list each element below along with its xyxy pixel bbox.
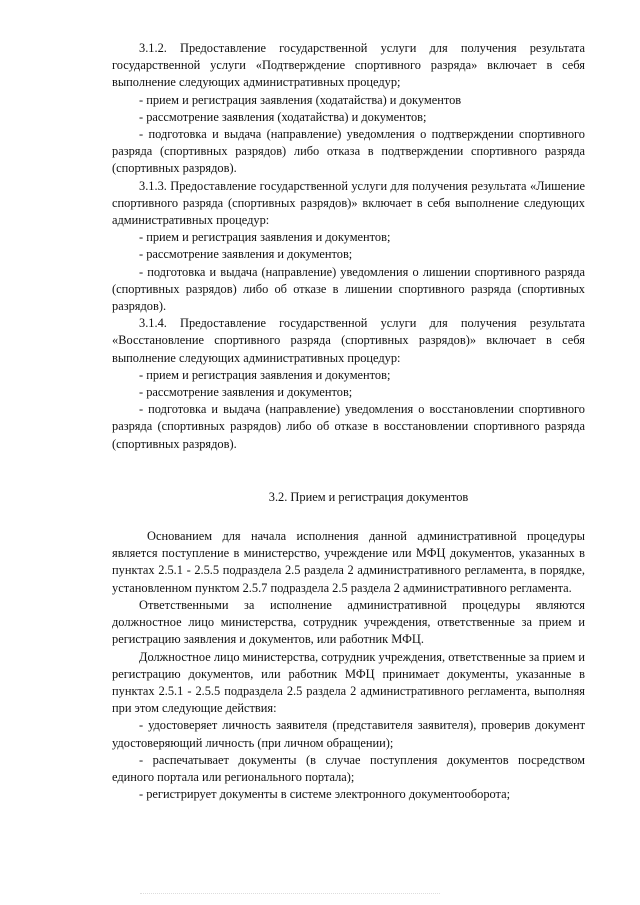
section-3-1-2-item: - подготовка и выдача (направление) уведомления о подтверждении спортивного разряда (спортивных разрядов) либо отказа в подтверждении спортивного разряда (спортивных разрядов). bbox=[112, 127, 585, 176]
scan-artifact-divider bbox=[140, 893, 440, 898]
section-3-1-3-item: - прием и регистрация заявления и документов; bbox=[139, 230, 391, 245]
document-body bbox=[112, 40, 585, 803]
section-3-1-4-item: - прием и регистрация заявления и документов; bbox=[139, 367, 391, 382]
section-3-2-item: - регистрирует документы в системе электронного документооборота; bbox=[139, 787, 511, 802]
section-3-2-item: - распечатывает документы (в случае поступления документов посредством единого портала или регионального портала); bbox=[112, 752, 585, 784]
section-3-1-4-item: - подготовка и выдача (направление) уведомления о восстановлении спортивного разряда (спортивных разрядов) либо об отказе в восстановлении спортивного разряда (спортивных разрядов). bbox=[112, 402, 585, 451]
section-3-1-3-intro: 3.1.3. Предоставление государственной услуги для получения результата «Лишение спортивного разряда (спортивных разрядов)» включает в себя выполнение следующих административных процедур: bbox=[112, 178, 585, 228]
section-3-1-2-item: - рассмотрение заявления (ходатайства) и документов; bbox=[139, 109, 427, 124]
spacer bbox=[112, 506, 585, 528]
section-3-2-heading: 3.2. Прием и регистрация документов bbox=[268, 489, 469, 504]
section-3-2-paragraph: Ответственными за исполнение административной процедуры являются должностное лицо министерства, сотрудник учреждения, ответственные за прием и регистрацию заявления и документов, или работник МФЦ. bbox=[112, 597, 585, 647]
section-3-2-item: - удостоверяет личность заявителя (представителя заявителя), проверив документ удостоверяющий личность (при личном обращении); bbox=[112, 718, 585, 750]
section-3-1-4-item: - рассмотрение заявления и документов; bbox=[139, 385, 353, 400]
spacer bbox=[112, 453, 585, 489]
section-3-2-paragraph: Основанием для начала исполнения данной административной процедуры является поступление в министерство, учреждение или МФЦ документов, указанных в пунктах 2.5.1 - 2.5.5 подраздела 2.5 раздела 2 административного регламента, в порядке, установленном пунктом 2.5.7 подраздела 2.5 раздела 2 административного регламента. bbox=[112, 529, 585, 595]
section-3-1-3-item: - подготовка и выдача (направление) уведомления о лишении спортивного разряда (спортивных разрядов) либо об отказе в лишении спортивного разряда (спортивных разрядов). bbox=[112, 264, 585, 314]
section-3-1-2-item: - прием и регистрация заявления (ходатайства) и документов bbox=[139, 92, 462, 107]
section-3-2-paragraph: Должностное лицо министерства, сотрудник учреждения, ответственные за прием и регистрацию документов, или работник МФЦ принимает документы, указанные в пунктах 2.5.1 - 2.5.5 подраздела 2.5 раздела 2 административного регламента, выполняя при этом следующие действия: bbox=[112, 649, 585, 716]
section-3-1-2-intro: 3.1.2. Предоставление государственной услуги для получения результата государственной услуги «Подтверждение спортивного разряда» включает в себя выполнение следующих административных процедур; bbox=[112, 41, 585, 90]
section-3-1-3-item: - рассмотрение заявления и документов; bbox=[139, 247, 353, 262]
section-3-1-4-intro: 3.1.4. Предоставление государственной услуги для получения результата «Восстановление спортивного разряда (спортивных разрядов)» включает в себя выполнение следующих административных процедур: bbox=[112, 316, 585, 365]
